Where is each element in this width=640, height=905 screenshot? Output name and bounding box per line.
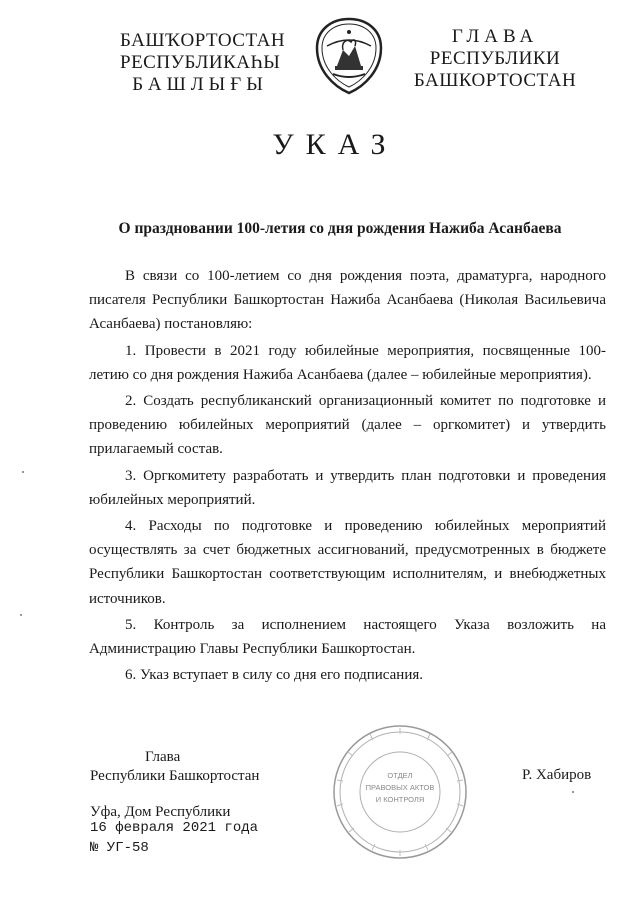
header-right-line-3: БАШКОРТОСТАН [413, 70, 577, 91]
document-subject: О праздновании 100-летия со дня рождения Нажиба Асанбаева [118, 220, 562, 237]
clause-4: 4. Расходы по подготовке и проведению юбилейных мероприятий осуществлять за счет бюджетных ассигнований, предусмотренных в бюджете Республики Башкортостан соответствующим исполнителям, и внебюджетных источников. [89, 518, 606, 607]
scan-speck [572, 791, 574, 793]
header-right-line-1: ГЛАВА [451, 26, 539, 47]
scan-speck [22, 471, 24, 473]
header-right-block [410, 26, 580, 92]
signatory-position [90, 748, 259, 786]
clause-2: 2. Создать республиканский организационный комитет по подготовке и проведению юбилейных мероприятий (далее – оргкомитет) и утвердить прилагаемый состав. [89, 393, 606, 458]
header-left-line-2: РЕСПУБЛИКАҺЫ [120, 52, 281, 73]
clause-6: 6. Указ вступает в силу со дня его подписания. [125, 667, 423, 684]
stamp-line-1: ОТДЕЛ [387, 771, 413, 780]
clause-3: 3. Оргкомитету разработать и утвердить план подготовки и проведения юбилейных мероприятий. [89, 467, 606, 508]
stamp-line-3: И КОНТРОЛЯ [375, 795, 425, 804]
signatory-position-line-2: Республики Башкортостан [90, 768, 260, 784]
decree-number: № УГ-58 [90, 840, 149, 856]
place-of-signing: Уфа, Дом Республики [90, 804, 231, 820]
coat-of-arms-icon [313, 16, 385, 96]
document-body [89, 264, 606, 689]
document-title: УКАЗ [272, 128, 398, 161]
scan-speck [20, 614, 22, 616]
header-right-line-2: РЕСПУБЛИКИ [429, 48, 561, 69]
header-left-line-3: БАШЛЫҒЫ [132, 74, 268, 95]
clause-5: 5. Контроль за исполнением настоящего Указа возложить на Администрацию Главы Республики Башкортостан. [89, 616, 606, 658]
header-left-line-1: БАШҠОРТОСТАН [120, 30, 286, 51]
clause-1: 1. Провести в 2021 году юбилейные мероприятия, посвященные 100-летию со дня рождения Нажиба Асанбаева (далее – юбилейные мероприятия). [89, 342, 606, 383]
signatory-name: Р. Хабиров [522, 767, 592, 783]
official-stamp [330, 722, 470, 862]
preamble-paragraph: В связи со 100-летием со дня рождения поэта, драматурга, народного писателя Республики Башкортостан Нажиба Асанбаева (Николая Васильевича Асанбаева) постановляю: [89, 268, 606, 333]
signatory-position-line-1: Глава [145, 749, 181, 765]
stamp-line-2: ПРАВОВЫХ АКТОВ [365, 783, 435, 792]
header-left-block [120, 30, 286, 96]
signing-date: 16 февраля 2021 года [90, 820, 259, 836]
